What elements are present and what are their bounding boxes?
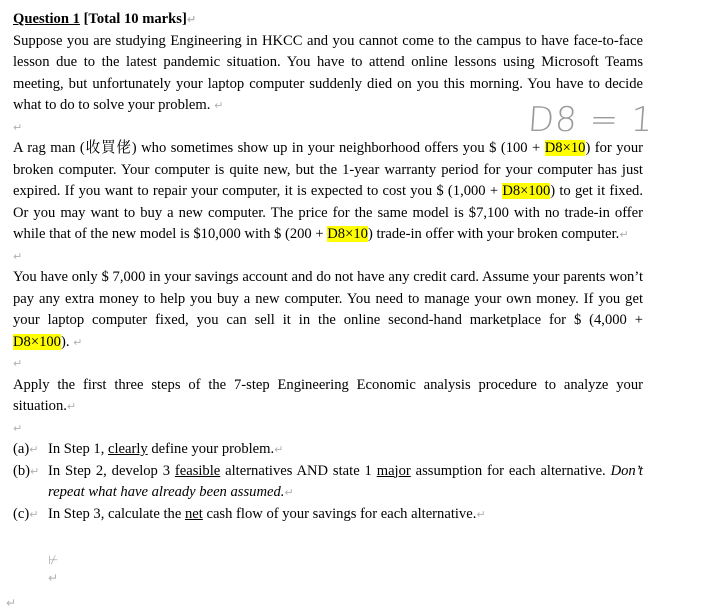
paragraph-mark-icon: ↵	[73, 335, 83, 349]
paragraph-mark-icon: ↵	[619, 228, 629, 241]
paragraph-mark-icon: ↵	[13, 357, 23, 370]
paragraph-mark-icon: ↵	[186, 13, 197, 26]
paragraph-mark-icon: ↵	[30, 464, 40, 478]
paragraph-mark-icon: ↵	[476, 507, 486, 521]
blank-line	[13, 246, 643, 268]
highlight-d8x10-b: D8×10	[327, 226, 368, 242]
savings-paragraph	[13, 267, 643, 353]
handwritten-annotation: D8 = 1	[526, 100, 655, 140]
underlined-word: major	[376, 462, 411, 479]
paragraph-mark-icon: ↵	[214, 99, 224, 112]
paragraph-mark-icon: ↵	[6, 596, 17, 610]
offer-paragraph	[13, 138, 643, 246]
sub-question-b	[13, 461, 643, 504]
highlight-d8x100-a: D8×100	[502, 183, 551, 199]
question-heading	[13, 9, 643, 31]
paragraph-mark-icon: ↵	[13, 249, 23, 263]
underlined-word: feasible	[174, 462, 221, 479]
sub-question-label: (b)↵	[13, 462, 40, 479]
sub-question-label: (c)↵	[13, 505, 39, 522]
blank-line	[13, 418, 643, 440]
question-document	[13, 9, 643, 525]
sub-question-text: In Step 1, clearly define your problem.↵	[48, 441, 284, 457]
paragraph-mark-icon: ↵	[274, 443, 284, 456]
sub-question-text: In Step 3, calculate the net cash flow of your savings for each alternative.↵	[48, 505, 486, 522]
italic-note: Don’t repeat what have already been assumed.	[48, 462, 643, 500]
offer-text-d: ) trade-in offer with your broken computer.	[367, 226, 620, 242]
blank-line	[13, 353, 643, 375]
offer-text-b: ) for your broken computer. Your computer is quite new, but the 1-year warranty period for your computer has just expired. If you want to repair your computer, it is expected to cost you $ (1,000 +	[13, 140, 643, 199]
paragraph-mark-icon: ↵	[13, 421, 23, 435]
paragraph-mark-icon: ↵	[284, 486, 294, 499]
highlight-d8x100-b: D8×100	[13, 333, 61, 350]
instruction-paragraph	[13, 375, 643, 418]
paragraph-mark-icon: ↵	[29, 443, 39, 456]
sub-question-list	[13, 439, 643, 525]
offer-text-c: ) to get it fixed. Or you may want to buy a new computer. The price for the same model is $7,100 with no trade-in offer while that of the new model is $10,000 with $ (200 +	[13, 183, 643, 242]
sub-question-a	[13, 439, 643, 461]
savings-text-b: ).	[60, 333, 70, 350]
text-cursor-icon: ⊬	[48, 553, 59, 567]
highlight-d8x10-a: D8×10	[544, 140, 586, 156]
top-arrow-mark	[325, 0, 334, 1]
intro-text: Suppose you are studying Engineering in HKCC and you cannot come to the campus to have face-to-face lesson due to the latest pandemic situation. You have to attend online lessons using Microsoft Teams meeting, but unfortunately your laptop computer suddenly died on you this morning. You have to decide what to do to solve your problem.	[13, 32, 643, 113]
total-marks: [Total 10 marks]	[83, 11, 187, 27]
question-number: Question 1	[13, 11, 80, 27]
instruction-text: Apply the first three steps of the 7-step Engineering Economic analysis procedure to analyze your situation.	[13, 376, 643, 414]
sub-question-text: In Step 2, develop 3 feasible alternatives AND state 1 major assumption for each alternative. Don’t repeat what have already been assumed.↵	[48, 462, 643, 500]
underlined-word: clearly	[108, 441, 148, 457]
paragraph-mark-icon: ↵	[48, 571, 59, 585]
paragraph-mark-icon: ↵	[66, 400, 77, 413]
paragraph-mark-icon: ↵	[13, 120, 23, 134]
savings-text-a: You have only $ 7,000 in your savings account and do not have any credit card. Assume your parents won’t pay any extra money to help you buy a new computer. You need to manage your own money. If you get your laptop computer fixed, you can sell it in the online second-hand marketplace for $ (4,000 +	[13, 269, 643, 328]
sub-question-label: (a)↵	[13, 441, 39, 457]
offer-text-a: A rag man (收買佬) who sometimes show up in your neighborhood offers you $ (100 +	[13, 140, 545, 156]
paragraph-mark-icon: ↵	[29, 507, 39, 521]
underlined-word: net	[184, 505, 203, 522]
sub-question-c	[13, 504, 643, 526]
